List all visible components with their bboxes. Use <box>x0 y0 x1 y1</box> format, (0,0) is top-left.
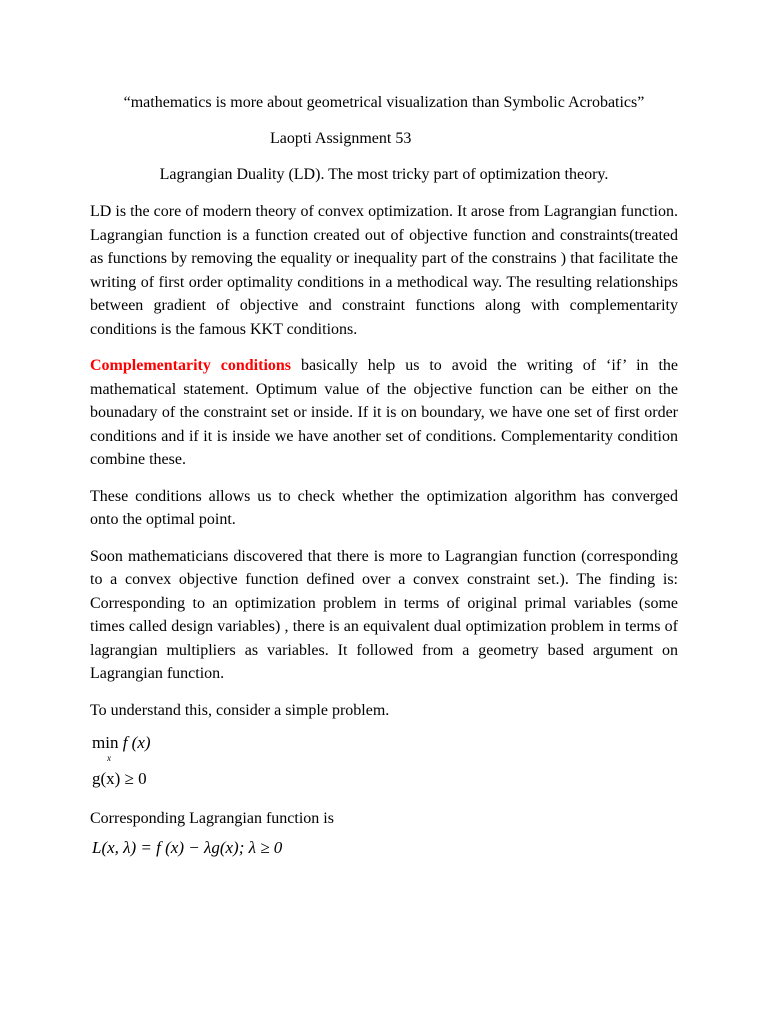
paragraph-simple-problem: To understand this, consider a simple problem. <box>90 701 390 719</box>
lagrangian-equation <box>92 838 678 858</box>
lagrangian-expression: L(x, λ) = f (x) − λg(x); λ ≥ 0 <box>92 838 283 857</box>
paragraph-convergence: These conditions allows us to check whether the optimization algorithm has converged onto the optimal point. <box>90 487 678 528</box>
topic-heading: Lagrangian Duality (LD). The most tricky part of optimization theory. <box>159 166 609 183</box>
objective-line <box>92 733 151 753</box>
min-operator: min <box>92 733 119 752</box>
complementarity-text: basically help us to avoid the writing of ‘if’ in the mathematical statement. Optimum value of the objective function can be either on the bounadary of the constraint set or inside. If it is on boundary, we have one set of first order conditions and if it is inside we have another set of conditions. Complementarity condition combine these. <box>90 357 679 468</box>
objective-function: f (x) <box>122 733 151 752</box>
paragraph-ld-intro: LD is the core of modern theory of convex optimization. It arose from Lagrangian function. Lagrangian function is a function created out of objective function and constraints(treated as functions by removing the equality or inequality part of the constrains ) that facilitate the writing of first order optimality conditions in a methodical way. The resulting relationships between gradient of objective and constraint functions along with complementarity conditions is the famous KKT conditions. <box>90 203 678 338</box>
complementarity-highlight: Complementarity conditions <box>90 357 292 374</box>
paragraph-duality: Soon mathematicians discovered that there is more to Lagrangian function (corresponding to a convex objective function defined over a convex constraint set.). The finding is: Corresponding to an optimization problem in terms of original primal variables (some times called design variables) , there is an equivalent dual optimization problem in terms of lagrangian multipliers as variables. It followed from a geometry based argument on Lagrangian function. <box>90 547 678 682</box>
paragraph-complementarity <box>90 354 678 472</box>
min-subscript: x <box>107 753 111 763</box>
constraint-line: g(x) ≥ 0 <box>92 769 147 788</box>
lagrangian-intro: Corresponding Lagrangian function is <box>90 810 334 827</box>
epigraph-quote: “mathematics is more about geometrical visualization than Symbolic Acrobatics” <box>123 94 645 111</box>
assignment-title: Laopti Assignment 53 <box>270 130 412 147</box>
optimization-problem <box>90 733 678 795</box>
